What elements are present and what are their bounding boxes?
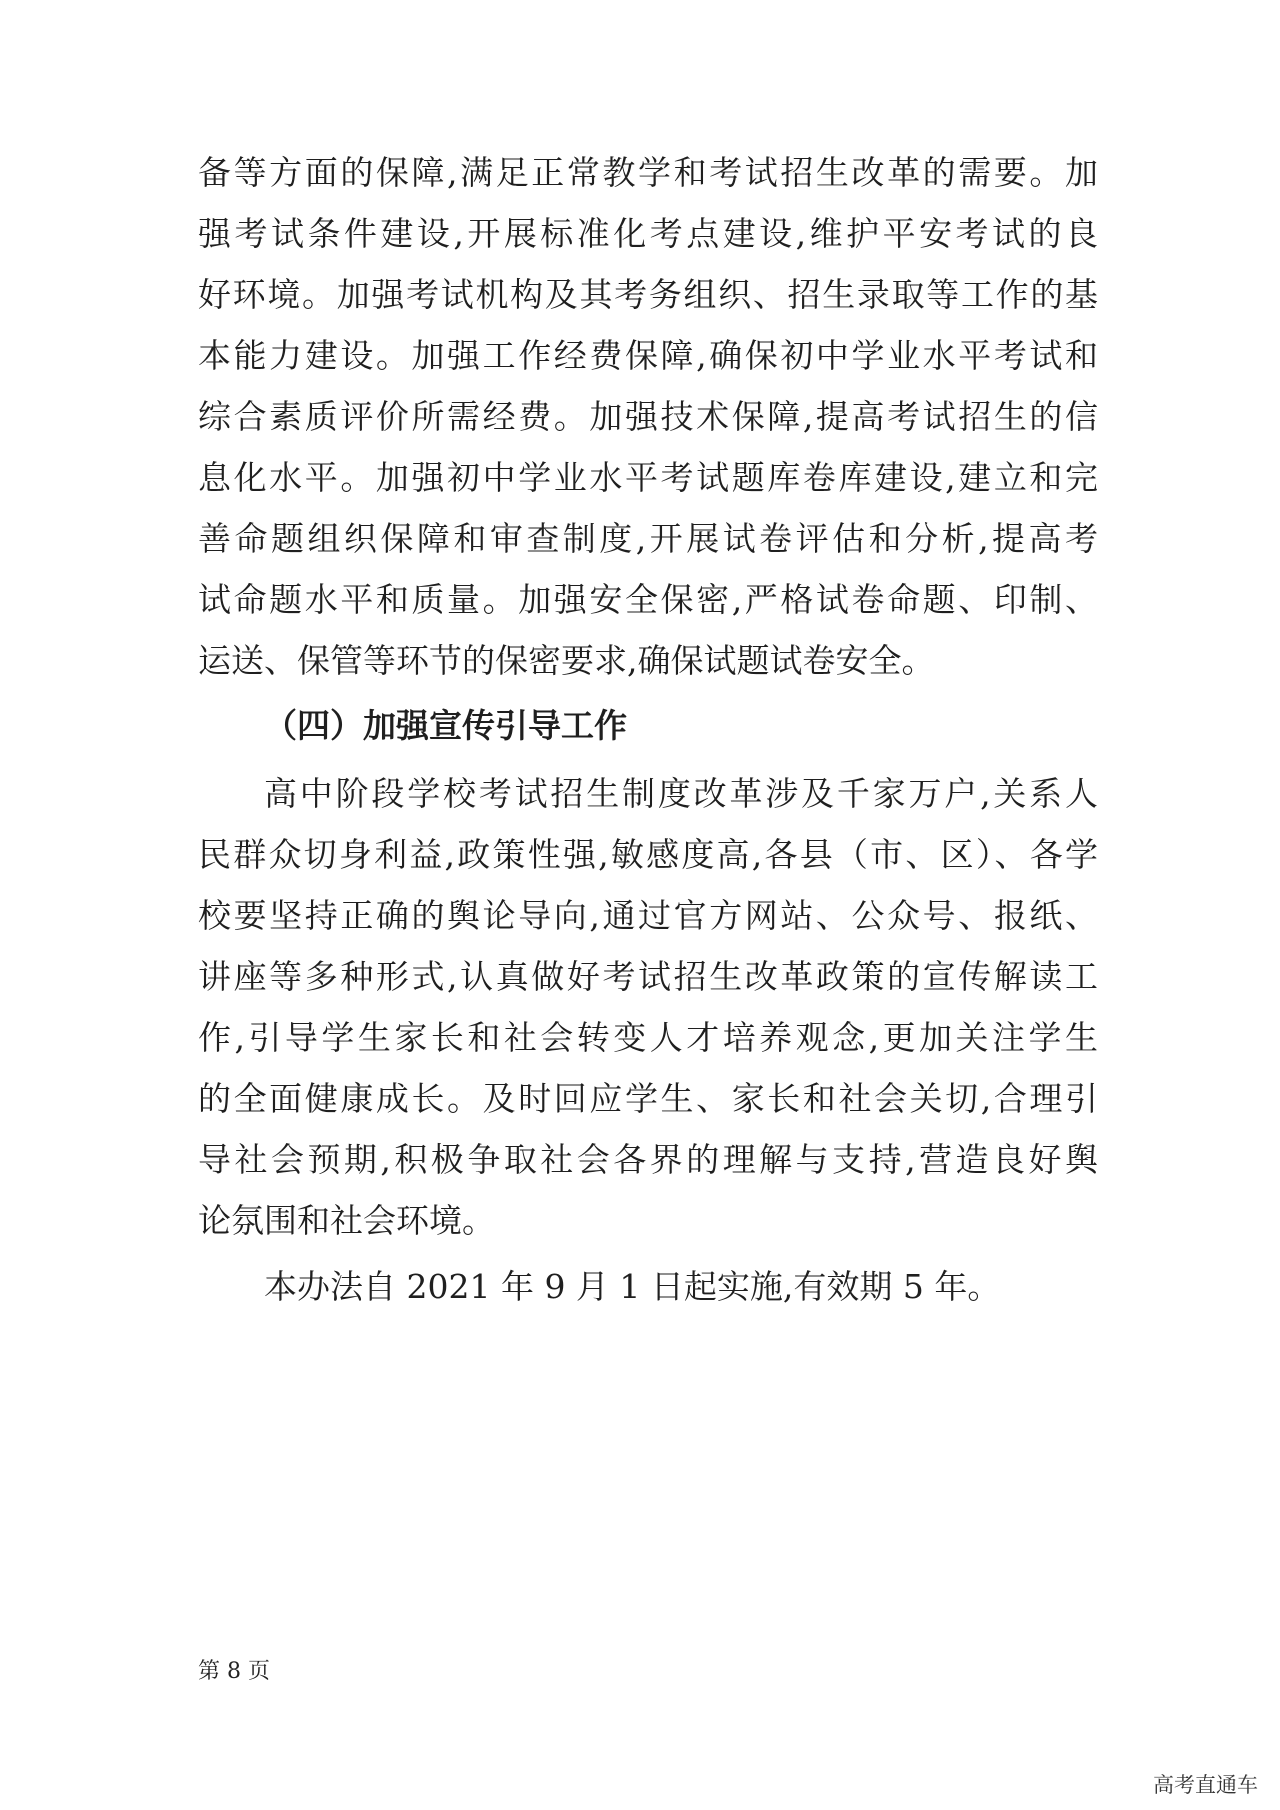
paragraph1-line-5: 综合素质评价所需经费。加强技术保障,提高考试招生的信 (198, 397, 1098, 436)
paragraph1-line-2: 强考试条件建设,开展标准化考点建设,维护平安考试的良 (198, 214, 1098, 253)
paragraph1-line-7: 善命题组织保障和审查制度,开展试卷评估和分析,提高考 (198, 519, 1098, 558)
paragraph2-line-1: 高中阶段学校考试招生制度改革涉及千家万户,关系人 (264, 774, 1098, 813)
paragraph1-line-8: 试命题水平和质量。加强安全保密,严格试卷命题、印制、 (198, 580, 1098, 619)
paragraph1-line-3: 好环境。加强考试机构及其考务组织、招生录取等工作的基 (198, 275, 1098, 314)
effective-date-statement: 本办法自 2021 年 9 月 1 日起实施,有效期 5 年。 (264, 1267, 1001, 1306)
paragraph2-line-6: 的全面健康成长。及时回应学生、家长和社会关切,合理引 (198, 1079, 1098, 1118)
paragraph2-line-3: 校要坚持正确的舆论导向,通过官方网站、公众号、报纸、 (198, 896, 1098, 935)
page-number: 第 8 页 (198, 1659, 270, 1684)
paragraph2-line-2: 民群众切身利益,政策性强,敏感度高,各县（市、区）、各学 (198, 835, 1098, 874)
paragraph2-line-4: 讲座等多种形式,认真做好考试招生改革政策的宣传解读工 (198, 957, 1098, 996)
paragraph2-line-7: 导社会预期,积极争取社会各界的理解与支持,营造良好舆 (198, 1140, 1098, 1179)
paragraph1-line-1: 备等方面的保障,满足正常教学和考试招生改革的需要。加 (198, 153, 1098, 192)
paragraph2-line-5: 作,引导学生家长和社会转变人才培养观念,更加关注学生 (198, 1018, 1098, 1057)
section-heading-4: （四）加强宣传引导工作 (264, 706, 627, 745)
paragraph1-line-4: 本能力建设。加强工作经费保障,确保初中学业水平考试和 (198, 336, 1098, 375)
paragraph1-line-9: 运送、保管等环节的保密要求,确保试题试卷安全。 (198, 641, 935, 680)
paragraph2-line-8: 论氛围和社会环境。 (198, 1201, 495, 1240)
watermark-text: 高考直通车 (1153, 1773, 1258, 1797)
paragraph1-line-6: 息化水平。加强初中学业水平考试题库卷库建设,建立和完 (198, 458, 1098, 497)
